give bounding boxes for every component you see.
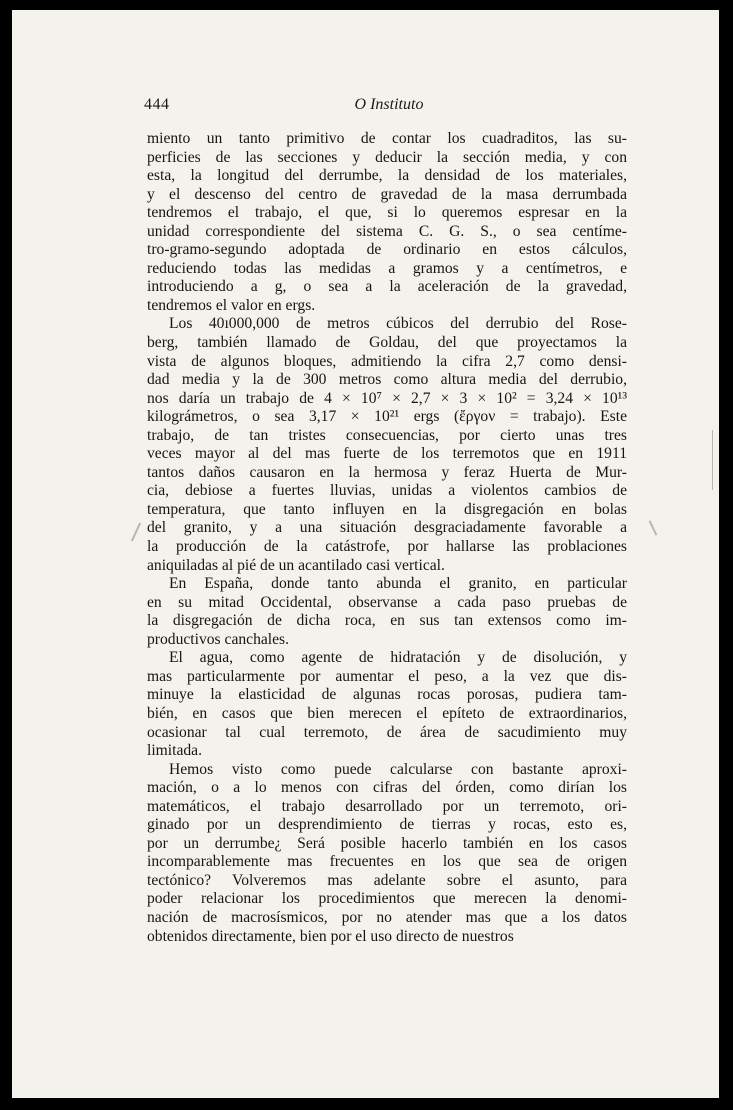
text-line: esta, la longitud del derrumbe, la densidad de los materiales, xyxy=(147,167,627,185)
text-line: mas particularmente por aumentar el peso, a la vez que dis- xyxy=(147,667,627,685)
text-line: minuye la elasticidad de algunas rocas porosas, pudiera tam- xyxy=(147,686,627,704)
text-line: matemáticos, el trabajo desarrollado por un terremoto, ori- xyxy=(147,797,627,815)
text-line: en su mitad Occidental, observanse a cada paso pruebas de xyxy=(147,593,627,611)
scan-speck xyxy=(712,430,713,490)
page-number: 444 xyxy=(144,96,170,113)
running-title: O Instituto xyxy=(354,96,424,113)
text-line: unidad correspondiente del sistema C. G. S., o sea centíme- xyxy=(147,222,627,240)
text-line: El agua, como agente de hidratación y de disolución, y xyxy=(169,649,627,667)
text-line: berg, también llamado de Goldau, del que proyectamos la xyxy=(147,334,627,352)
text-line: trabajo, de tan tristes consecuencias, por cierto unas tres xyxy=(147,426,627,444)
text-line: bién, en casos que bien merecen el epíteto de extraordinarios, xyxy=(147,704,627,722)
text-line: productivos canchales. xyxy=(147,630,290,648)
text-line: Hemos visto como puede calcularse con bastante aproxi- xyxy=(169,760,627,778)
text-line: tro-gramo-segundo adoptada de ordinario en estos cálculos, xyxy=(147,241,627,259)
text-line: En España, donde tanto abunda el granito, en particular xyxy=(169,575,627,593)
text-line: nos daría un trabajo de 4 × 10⁷ × 2,7 × 3 × 10² = 3,24 × 10¹³ xyxy=(147,389,627,407)
text-line: vista de algunos bloques, admitiendo la cifra 2,7 como densi- xyxy=(147,352,627,370)
paragraph xyxy=(147,761,627,946)
text-line: la disgregación de dicha roca, en sus tan extensos como im- xyxy=(147,612,627,630)
paragraph xyxy=(147,130,627,315)
text-line: miento un tanto primitivo de contar los cuadraditos, las su- xyxy=(147,130,627,147)
text-line: del granito, y a una situación desgraciadamente favorable a xyxy=(147,519,627,537)
text-line: perficies de las secciones y deducir la sección media, y con xyxy=(147,148,627,166)
text-line: obtenidos directamente, bien por el uso directo de nuestros xyxy=(147,927,514,945)
text-line: la producción de la catástrofe, por hallarse las problaciones xyxy=(147,538,627,556)
scanned-page xyxy=(12,10,719,1098)
text-line: tendremos el valor en ergs. xyxy=(147,296,316,314)
text-line: ocasionar tal cual terremoto, de área de sacudimiento muy xyxy=(147,723,627,741)
scan-speck xyxy=(649,520,658,535)
paragraph xyxy=(147,575,627,649)
text-line: temperatura, que tanto influyen en la disgregación en bolas xyxy=(147,500,627,518)
text-line: incomparablemente mas frecuentes en los que sea de origen xyxy=(147,853,627,871)
text-line: kilográmetros, o sea 3,17 × 10²¹ ergs (ἔργον = trabajo). Este xyxy=(147,408,627,426)
text-line: introduciendo a g, o sea a la aceleración de la gravedad, xyxy=(147,278,627,296)
text-line: tectónico? Volveremos mas adelante sobre el asunto, para xyxy=(147,871,627,889)
text-line: limitada. xyxy=(147,742,202,760)
text-line: tantos daños causaron en la hermosa y feraz Huerta de Mur- xyxy=(147,463,627,481)
text-line: veces mayor al del mas fuerte de los terremotos que en 1911 xyxy=(147,445,627,463)
body-text xyxy=(147,130,627,946)
scan-speck xyxy=(131,523,141,542)
text-line: y el descenso del centro de gravedad de la masa derrumbada xyxy=(147,185,627,203)
text-line: cia, debiose a fuertes lluvias, unidas a violentos cambios de xyxy=(147,482,627,500)
text-line: reduciendo todas las medidas a gramos y a centímetros, e xyxy=(147,259,627,277)
text-line: ginado por un desprendimiento de tierras y rocas, esto es, xyxy=(147,816,627,834)
text-line: Los 40ı000,000 de metros cúbicos del derrubio del Rose- xyxy=(169,315,627,333)
text-line: poder relacionar los procedimientos que merecen la denomi- xyxy=(147,890,627,908)
text-line: dad media y la de 300 metros como altura media del derrubio, xyxy=(147,371,627,389)
text-line: nación de macrosísmicos, por no atender mas que a los datos xyxy=(147,908,627,926)
paragraph xyxy=(147,315,627,575)
text-line: por un derrumbe¿ Será posible hacerlo también en los casos xyxy=(147,834,627,852)
paragraph xyxy=(147,649,627,760)
page-header xyxy=(144,96,634,118)
text-line: tendremos el trabajo, el que, si lo queremos espresar en la xyxy=(147,204,627,222)
text-line: mación, o a lo menos con cifras del órden, como dirían los xyxy=(147,779,627,797)
text-line: aniquiladas al pié de un acantilado casi vertical. xyxy=(147,556,445,574)
